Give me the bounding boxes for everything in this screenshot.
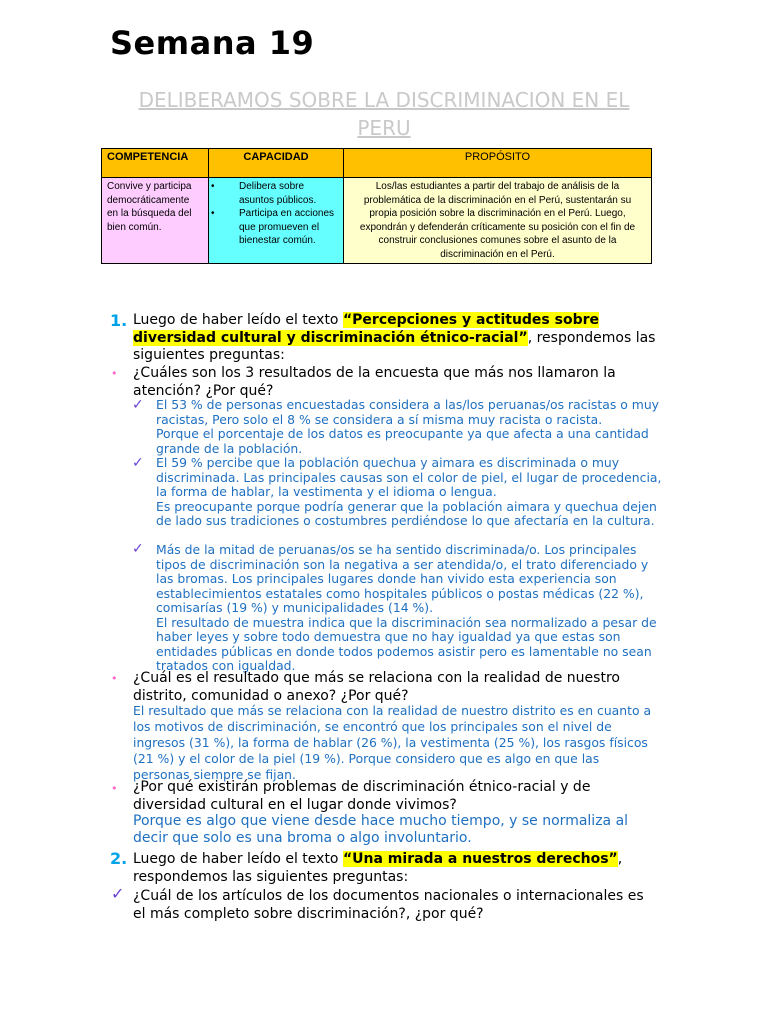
header-proposito: PROPÓSITO — [344, 149, 652, 178]
text-title-highlight: “Percepciones y actitudes sobre diversidad cultural y discriminación étnico-racial” — [133, 312, 600, 346]
section-number: 1. — [110, 311, 128, 330]
header-competencia: COMPETENCIA — [102, 149, 209, 178]
page-title: Semana 19 — [110, 24, 315, 62]
cell-competencia: Convive y participa democráticamente en la búsqueda del bien común. — [102, 178, 209, 264]
check-icon: ✓ — [111, 884, 125, 903]
table-row — [102, 178, 652, 264]
answer-1-3: Porque es algo que viene desde hace mucho tiempo, y se normaliza al decir que solo es una broma o algo involuntario. — [133, 813, 629, 846]
table-header-row — [102, 149, 652, 178]
competency-table — [101, 148, 652, 264]
section2-intro: Luego de haber leído el texto “Una mirada a nuestros derechos”, respondemos las siguientes preguntas: — [133, 851, 623, 885]
check-icon: ✓ — [132, 455, 144, 471]
answer-item: Más de la mitad de peruanas/os se ha sentido discriminada/o. Los principales tipos de discriminación son la negativa a ser atendida/o, el trato diferenciado y las bromas. Los principales lugares donde han vivido esta experiencia son establecimientos estatales como hospitales públicos o postas médicas (22 %), comisarías (19 %) y municipalidades (14 %). El resultado de muestra indica que la discriminación sea normalizado a pesar de haber leyes y sobre todo demuestra que no hay igualdad ya que estas son entidades públicas en donde todos podemos asistir pero es lamentable no sean tratados con igualdad. — [156, 542, 657, 673]
question-1-2: ¿Cuál es el resultado que más se relaciona con la realidad de nuestro distrito, comunidad o anexo? ¿Por qué? — [133, 670, 620, 704]
check-icon: ✓ — [132, 541, 144, 557]
text-title-highlight: “Una mirada a nuestros derechos” — [342, 851, 618, 867]
bullet-icon: • — [111, 782, 118, 795]
cell-capacidad — [209, 178, 344, 264]
section-number: 2. — [110, 849, 128, 868]
capacidad-list — [211, 180, 338, 248]
question-1-3: ¿Por qué existirán problemas de discriminación étnico-racial y de diversidad cultural en el lugar donde vivimos? — [133, 779, 591, 813]
question-1-1: ¿Cuáles son los 3 resultados de la encuesta que más nos llamaron la atención? ¿Por qué? — [133, 365, 616, 399]
answer-item: El 59 % percibe que la población quechua y aimara es discriminada o muy discriminada. Las principales causas son el color de piel, el lugar de procedencia, la forma de hablar, la vestimenta y el idioma o lengua. Es preocupante porque podría generar que la población aimara y quechua dejen de lado sus tradiciones o costumbres perdiéndose lo que afectaría en la cultura. — [156, 455, 662, 528]
capacidad-item: • Participa en acciones que promueven el bienestar común. — [211, 207, 338, 248]
page-subtitle: DELIBERAMOS SOBRE LA DISCRIMINACION EN EL PERU — [138, 88, 630, 140]
answer-item: El 53 % de personas encuestadas considera a las/los peruanas/os racistas o muy racistas, Pero solo el 8 % se considera a sí misma muy racista o racista. Porque el porcentaje de los datos es preocupante ya que afecta a una cantidad grande de la población. — [156, 397, 660, 456]
bullet-icon: • — [111, 367, 118, 380]
answer-1-2: El resultado que más se relaciona con la realidad de nuestro distrito es en cuanto a los motivos de discriminación, se encontró que los principales son el nivel de ingresos (31 %), la forma de hablar (26 %), la vestimenta (25 %), los rasgos físicos (21 %) y el color de la piel (19 %). Porque considero que es algo en que las personas siempre se fijan. — [133, 703, 652, 782]
cell-proposito: Los/las estudiantes a partir del trabajo de análisis de la problemática de la discriminación en el Perú, sustentarán su propia posición sobre la discriminación en el Perú. Luego, expondrán y defenderán críticamente su posición con el fin de construir conclusiones comunes sobre el asunto de la discriminación en el Perú. — [344, 178, 652, 264]
check-icon: ✓ — [132, 397, 144, 413]
question-2-1: ¿Cuál de los artículos de los documentos nacionales o internacionales es el más completo sobre discriminación?, ¿por qué? — [133, 888, 644, 922]
section1-intro: Luego de haber leído el texto “Percepciones y actitudes sobre diversidad cultural y discriminación étnico-racial”, respondemos las siguientes preguntas: — [133, 312, 656, 363]
capacidad-item: • Delibera sobre asuntos públicos. — [211, 180, 338, 207]
header-capacidad: CAPACIDAD — [209, 149, 344, 178]
bullet-icon: • — [111, 672, 118, 685]
